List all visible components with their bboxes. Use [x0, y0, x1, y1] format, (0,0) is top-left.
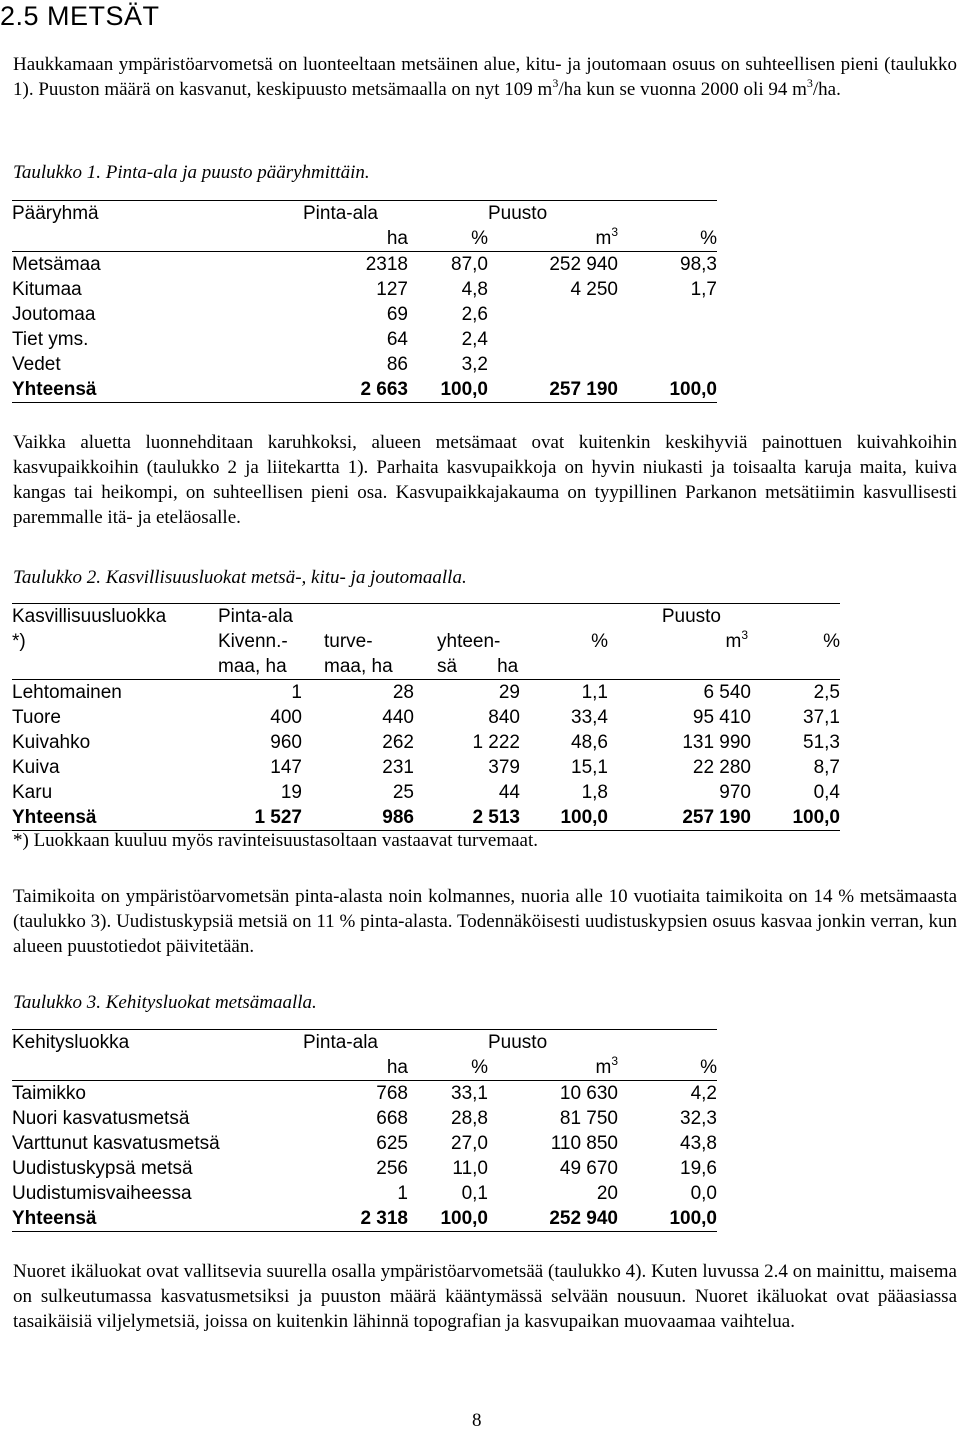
paragraph-age-classes: Nuoret ikäluokat ovat vallitsevia suurella osalla ympäristöarvometsää (taulukko 4). Kuten luvussa 2.4 on mainittu, maisema on sulkeutumassa kasvatusmetsiksi ja puuston määrä kääntymässä selvään nousuun. Nuoret ikäluokat ovat pääasiassa tasaikäisiä viljelymetsiä, joissa on kuitenkin lähinnä topografian ja kasvupaikan muovaamaa vaihtelua. — [13, 1261, 957, 1332]
table2-total-row: Yhteensä 1 527 986 2 513 100,0 257 190 100,0 — [12, 805, 840, 831]
table2-unit-row: maa, ha maa, ha sä ha — [12, 654, 840, 680]
table-row: Varttunut kasvatusmetsä 625 27,0 110 850 43,8 — [12, 1133, 717, 1154]
table3 — [12, 1029, 717, 1232]
table3-caption: Taulukko 3. Kehitysluokat metsämaalla. — [13, 992, 317, 1013]
paragraph-site-types: Vaikka aluetta luonnehditaan karuhkoksi, alueen metsämaat ovat kuitenkin keskihyviä painottuen kuivahkoihin kasvupaikkoihin (taulukko 2 ja liitekartta 1). Parhaita kasvupaikkoja on hyvin niukasti ja toisaalta karuja maita, kuiva kangas tai heikompi, on suhteellisen pieni osa. Kasvupaikkajakauma on tyypillinen Parkanon metsätiimin kasvullisesti paremmalle itä- ja eteläosalle. — [13, 432, 957, 528]
table2-footnote: *) Luokkaan kuuluu myös ravinteisuustasoltaan vastaavat turvemaat. — [13, 830, 538, 851]
table-row: Tuore 400 440 840 33,4 95 410 37,1 — [12, 707, 840, 728]
table1-unit-row: ha % $m^3$ % — [12, 226, 717, 252]
table-row: Vedet 86 3,2 — [12, 354, 488, 375]
table-row: Metsämaa 2318 87,0 252 940 98,3 — [12, 254, 717, 275]
table-row: Tiet yms. 64 2,4 — [12, 329, 488, 350]
table-row: Kitumaa 127 4,8 4 250 1,7 — [12, 279, 717, 300]
page-number: 8 — [472, 1410, 482, 1431]
table-row: Uudistuskypsä metsä 256 11,0 49 670 19,6 — [12, 1158, 717, 1179]
table-row: Lehtomainen 1 28 29 1,1 6 540 2,5 — [12, 682, 840, 703]
table2-subheader-row: *) Kivenn.- turve- yhteen- % $m^3$ % — [12, 628, 840, 652]
table3-total-row: Yhteensä 2 318 100,0 252 940 100,0 — [12, 1206, 717, 1232]
table2 — [12, 603, 840, 831]
table1 — [12, 200, 717, 403]
table3-header-row: Kehitysluokka Pinta-ala Puusto — [12, 1030, 717, 1056]
table-row: Uudistumisvaiheessa 1 0,1 20 0,0 — [12, 1183, 717, 1204]
table-row: Nuori kasvatusmetsä 668 28,8 81 750 32,3 — [12, 1108, 717, 1129]
section-title: 2.5 METSÄT — [0, 1, 160, 31]
table-row: Kuivahko 960 262 1 222 48,6 131 990 51,3 — [12, 732, 840, 753]
table-row: Taimikko 768 33,1 10 630 4,2 — [12, 1083, 717, 1104]
table1-total-row: Yhteensä 2 663 100,0 257 190 100,0 — [12, 377, 717, 403]
table1-caption: Taulukko 1. Pinta-ala ja puusto pääryhmittäin. — [13, 162, 370, 183]
table1-header-row: Pääryhmä Pinta-ala Puusto — [12, 201, 717, 227]
table2-header-row: Kasvillisuusluokka Pinta-ala Puusto — [12, 604, 840, 630]
intro-paragraph: Haukkamaan ympäristöarvometsä on luonteeltaan metsäinen alue, kitu- ja joutomaan osuus on suhteellisen pieni (taulukko 1). Puuston määrä on kasvanut, keskipuusto metsämaalla on nyt 109 $m^3/ha$ kun se vuonna 2000 oli 94 $m^3/ha$. — [13, 54, 957, 100]
table3-unit-row: ha % $m^3$ % — [12, 1055, 717, 1081]
paragraph-seedlings: Taimikoita on ympäristöarvometsän pinta-alasta noin kolmannes, nuoria alle 10 vuotiaita taimikoita on 14 % metsämaasta (taulukko 3). Uudistuskypsiä metsiä on 11 % pinta-alasta. Todennäköisesti uudistuskypsien osuus kasvaa jonkin verran, kun alueen puustotiedot päivitetään. — [13, 886, 957, 957]
table-row: Kuiva 147 231 379 15,1 22 280 8,7 — [12, 757, 840, 778]
table2-caption: Taulukko 2. Kasvillisuusluokat metsä-, kitu- ja joutomaalla. — [13, 567, 467, 588]
table-row: Karu 19 25 44 1,8 970 0,4 — [12, 782, 840, 803]
table-row: Joutomaa 69 2,6 — [12, 304, 488, 325]
